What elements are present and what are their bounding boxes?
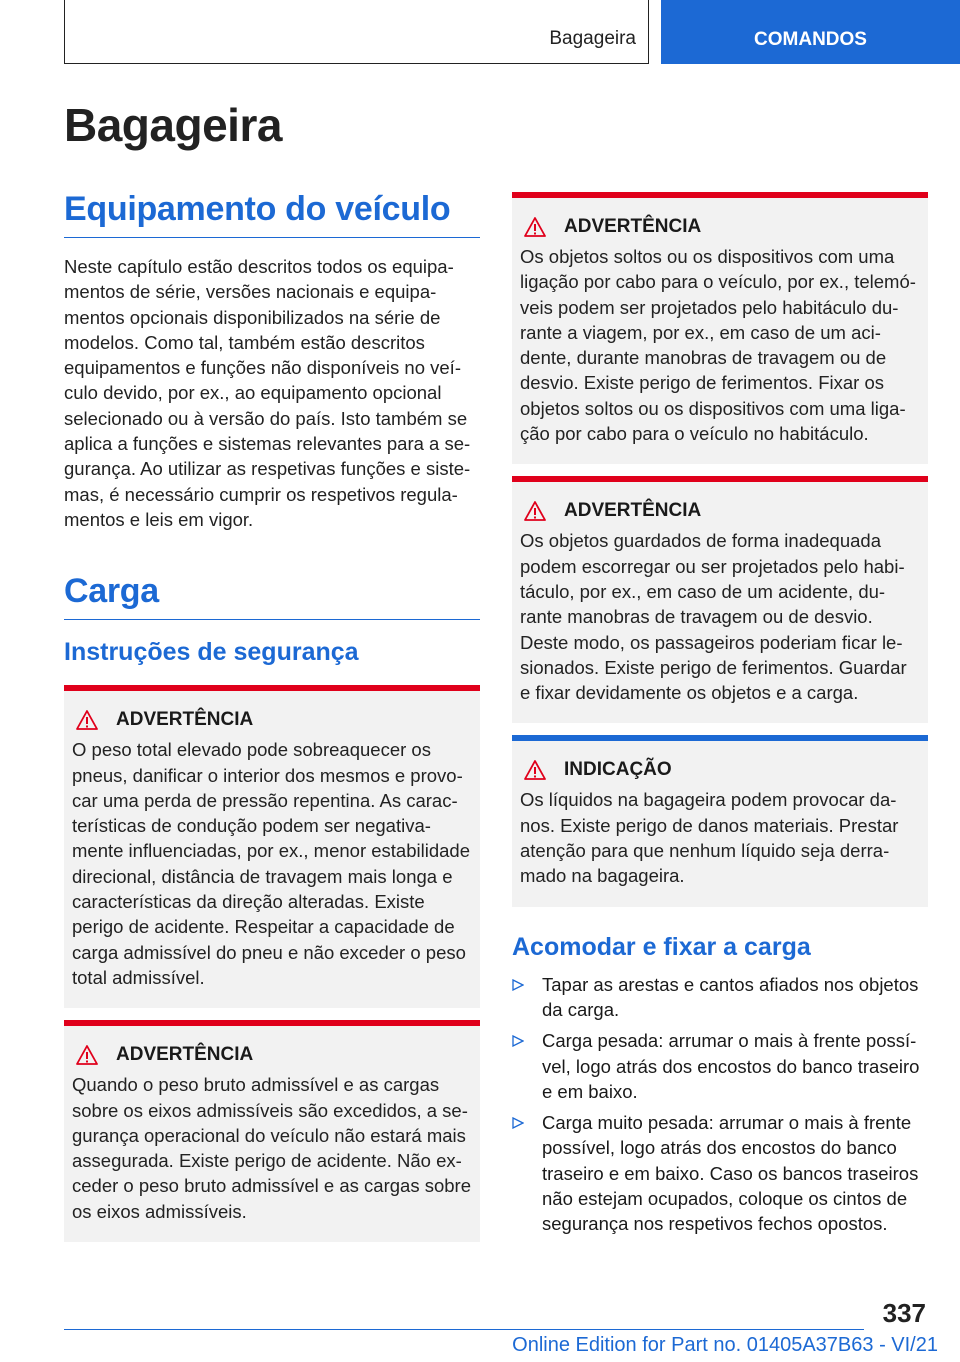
- notice-header: [520, 759, 920, 781]
- list-item: [512, 1028, 928, 1104]
- header-tab-comandos[interactable]: [661, 0, 960, 64]
- warning-header: [520, 500, 920, 522]
- list-item-text: Tapar as arestas e cantos afiados nos objetos da carga.: [542, 973, 919, 1020]
- warning-triangle-icon: [524, 760, 546, 780]
- warning-box-objetos-soltos: [512, 192, 928, 464]
- warning-title: ADVERTÊNCIA: [116, 1044, 254, 1066]
- warning-box-peso-total: [64, 685, 480, 1008]
- warning-triangle-icon: [76, 710, 98, 730]
- warning-text: Os objetos soltos ou os dispositivos com uma ligação por cabo para o veículo, por ex., telemóveis podem ser projetados pelo habitáculo durante a viagem, por ex., em caso de um acidente, durante manobras de travagem ou de desvio. Existe perigo de ferimentos. Fixar os objetos soltos ou os dispositivos com uma ligação por cabo para o veículo no habitáculo.: [520, 246, 916, 445]
- list-item-text: Carga muito pesada: arrumar o mais à frente possível, logo atrás dos encostos do banco traseiro e em baixo. Caso os bancos traseiros não estejam ocupados, coloque os cintos de segurança nos respetivos fechos opostos.: [542, 1112, 919, 1235]
- warning-triangle-icon: [524, 501, 546, 521]
- footer-edition-text: Online Edition for Part no. 01405A37B63 - VI/21: [512, 1334, 938, 1356]
- right-column: [512, 192, 928, 1243]
- notice-title: INDICAÇÃO: [564, 759, 672, 781]
- footer-divider: [64, 1329, 864, 1330]
- left-column: [64, 190, 480, 1242]
- steps-list: [512, 972, 928, 1237]
- warning-header: [72, 709, 472, 731]
- header-tab-label: COMANDOS: [754, 29, 867, 50]
- notice-box-liquidos: [512, 735, 928, 906]
- warning-text: O peso total elevado pode sobreaquecer os pneus, danificar o interior dos mesmos e provocar uma perda de pressão repentina. As características de condução podem ser negativamente influenciadas, por ex., menor estabilidade direcional, distância de travagem mais longa e características da direção alteradas. Existe perigo de acidente. Respeitar a capacidade de carga admissível do pneu e não exceder o peso total admissível.: [72, 739, 470, 988]
- triangle-bullet-icon: [512, 1117, 524, 1129]
- warning-text: Quando o peso bruto admissível e as cargas sobre os eixos admissíveis são excedidos, a segurança operacional do veículo não estará mais assegurada. Existe perigo de acidente. Não exceder o peso bruto admissível e as cargas sobre os eixos admissíveis.: [72, 1074, 471, 1222]
- page-title: Bagageira: [64, 99, 282, 151]
- warning-title: ADVERTÊNCIA: [564, 500, 702, 522]
- list-item: [512, 972, 928, 1023]
- warning-box-objetos-guardados: [512, 476, 928, 723]
- triangle-bullet-icon: [512, 979, 524, 991]
- warning-header: [520, 216, 920, 238]
- equipamento-text: Neste capítulo estão descritos todos os equipamentos de série, versões nacionais e equipamentos opcionais disponibilizados na série de modelos. Como tal, também estão descritos equipamentos e funções não disponíveis no veículo devido, por ex., ao equipamento opcional selecionado ou à versão do país. Isto também se aplica a funções e sistemas relevantes para a segurança. Ao utilizar as respetivas funções e sistemas, é necessário cumprir os respetivos regulamentos e leis em vigor.: [64, 256, 471, 530]
- warning-box-peso-bruto: [64, 1020, 480, 1242]
- warning-header: [72, 1044, 472, 1066]
- heading-equipamento: Equipamento do veículo: [64, 190, 480, 238]
- list-item-text: Carga pesada: arrumar o mais à frente possível, logo atrás dos encostos do banco traseiro e em baixo.: [542, 1030, 920, 1102]
- page-number: 337: [882, 1298, 926, 1328]
- notice-text: Os líquidos na bagageira podem provocar danos. Existe perigo de danos materiais. Prestar atenção para que nenhum líquido seja derramado na bagageira.: [520, 789, 899, 887]
- header-left-frame: [64, 0, 649, 64]
- list-item: [512, 1110, 928, 1236]
- warning-text: Os objetos guardados de forma inadequada podem escorregar ou ser projetados pelo habitáculo, por ex., em caso de um acidente, durante manobras de travagem ou de desvio. Deste modo, os passageiros poderiam ficar lesionados. Existe perigo de ferimentos. Guardar e fixar devidamente os objetos e a carga.: [520, 530, 907, 704]
- header-section-label: Bagageira: [549, 28, 636, 49]
- triangle-bullet-icon: [512, 1035, 524, 1047]
- heading-acomodar-carga: Acomodar e fixar a carga: [512, 932, 811, 961]
- warning-title: ADVERTÊNCIA: [116, 709, 254, 731]
- heading-carga: Carga: [64, 572, 480, 620]
- warning-triangle-icon: [76, 1045, 98, 1065]
- warning-title: ADVERTÊNCIA: [564, 216, 702, 237]
- warning-triangle-icon: [524, 217, 546, 237]
- heading-instrucoes-seguranca: Instruções de segurança: [64, 638, 359, 667]
